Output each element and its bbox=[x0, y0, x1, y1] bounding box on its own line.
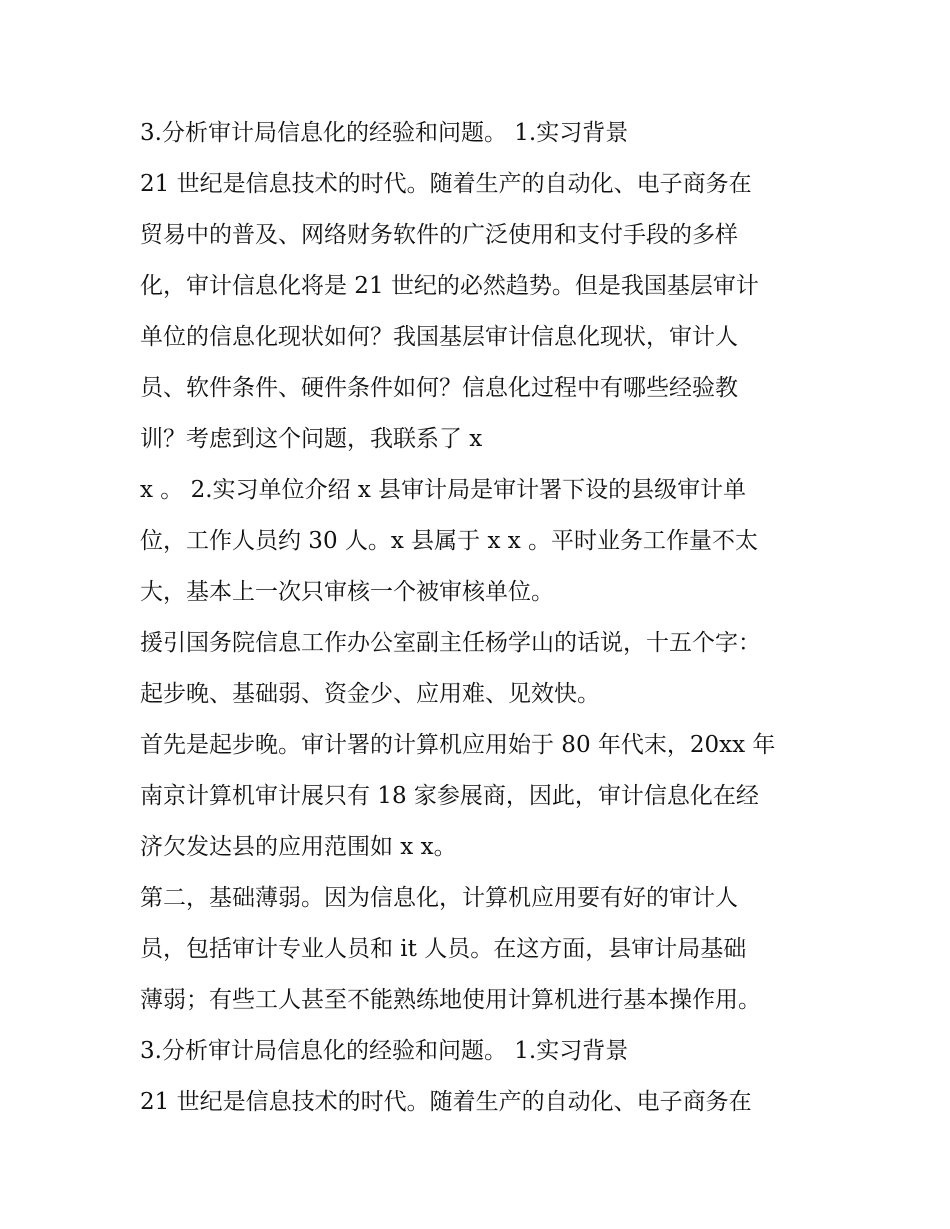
text-line: 南京计算机审计展只有 18 家参展商，因此，审计信息化在经 bbox=[140, 783, 759, 809]
text-line: 贸易中的普及、网络财务软件的广泛使用和支付手段的多样 bbox=[140, 222, 738, 248]
text-line: 位，工作人员约 30 人。x 县属于 x x 。平时业务工作量不太 bbox=[140, 528, 759, 554]
text-line: 员、软件条件、硬件条件如何？信息化过程中有哪些经验教 bbox=[140, 375, 738, 401]
text-line: 员，包括审计专业人员和 it 人员。在这方面，县审计局基础 bbox=[140, 936, 747, 962]
text-line: 大，基本上一次只审核一个被审核单位。 bbox=[140, 579, 554, 605]
text-line: 21 世纪是信息技术的时代。随着生产的自动化、电子商务在 bbox=[140, 1089, 752, 1115]
text-line: 第二，基础薄弱。因为信息化，计算机应用要有好的审计人 bbox=[140, 885, 738, 911]
text-line: 化，审计信息化将是 21 世纪的必然趋势。但是我国基层审计 bbox=[140, 273, 759, 299]
text-line: 3.分析审计局信息化的经验和问题。 1.实习背景 bbox=[140, 1038, 629, 1064]
text-line: 薄弱；有些工人甚至不能熟练地使用计算机进行基本操作用。 bbox=[140, 987, 761, 1013]
document-body bbox=[140, 108, 820, 1128]
text-line: 训？考虑到这个问题，我联系了 x bbox=[140, 426, 483, 452]
text-line: 3.分析审计局信息化的经验和问题。 1.实习背景 bbox=[140, 120, 629, 146]
text-line: 首先是起步晚。审计署的计算机应用始于 80 年代末，20xx 年 bbox=[140, 732, 776, 758]
text-line: 济欠发达县的应用范围如 x x。 bbox=[140, 834, 457, 860]
text-line: 援引国务院信息工作办公室副主任杨学山的话说，十五个字： bbox=[140, 630, 761, 656]
text-line: 单位的信息化现状如何？我国基层审计信息化现状，审计人 bbox=[140, 324, 738, 350]
text-line: 起步晚、基础弱、资金少、应用难、见效快。 bbox=[140, 681, 600, 707]
text-line: 21 世纪是信息技术的时代。随着生产的自动化、电子商务在 bbox=[140, 171, 752, 197]
text-line: x 。 2.实习单位介绍 x 县审计局是审计署下设的县级审计单 bbox=[140, 477, 747, 503]
